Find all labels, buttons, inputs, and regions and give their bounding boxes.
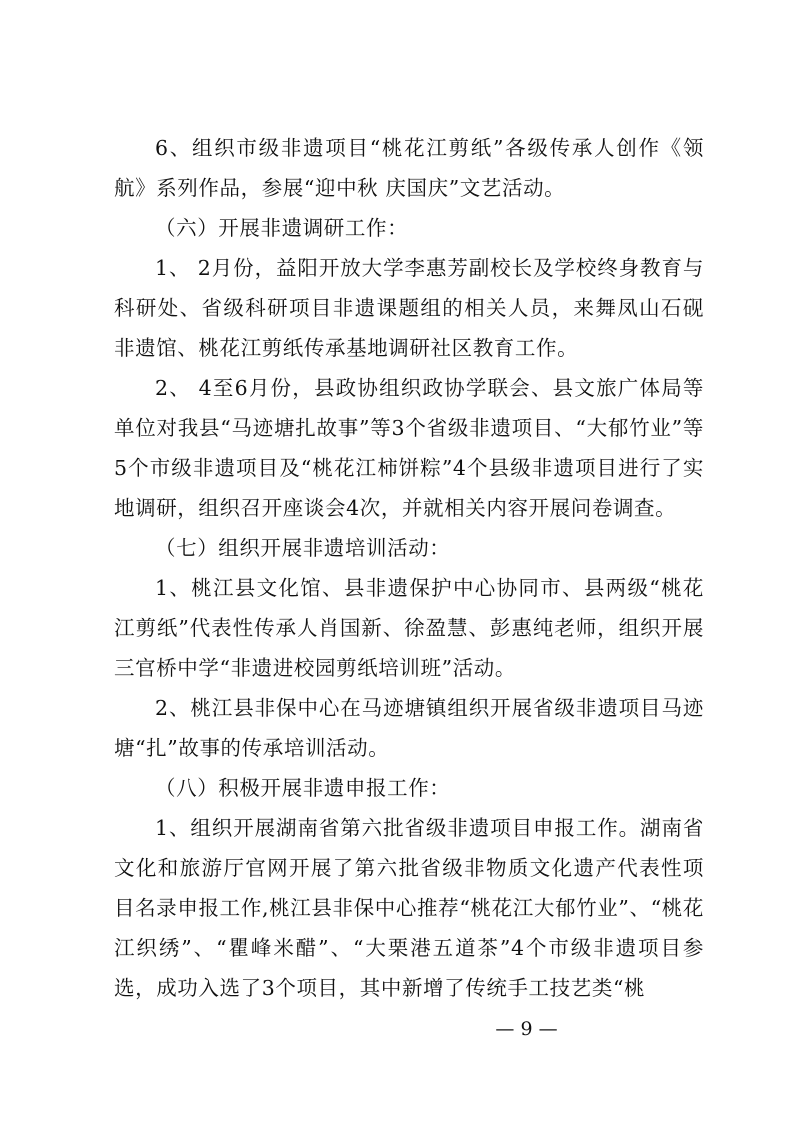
paragraph-research-1: 1、 2月份，益阳开放大学李惠芳副校长及学校终身教育与科研处、省级科研项目非遗课题组的相关人员，来舞凤山石砚非遗馆、桃花江剪纸传承基地调研社区教育工作。	[114, 256, 704, 360]
section-heading-eight: （八）积极开展非遗申报工作：	[155, 776, 451, 800]
paragraph-application-1: 1、组织开展湖南省第六批省级非遗项目申报工作。湖南省文化和旅游厅官网开展了第六批省级非物质文化遗产代表性项目名录申报工作,桃江县非保中心推荐“桃花江大郁竹业”、“桃花江织绣”、“瞿峰米醋”、“大栗港五道茶”4个市级非遗项目参选，成功入选了3个项目，其中新增了传统手工技艺类“桃	[114, 816, 704, 1000]
page-number: — 9 —	[495, 1018, 558, 1040]
paragraph-training-1: 1、桃江县文化馆、县非遗保护中心协同市、县两级“桃花江剪纸”代表性传承人肖国新、徐盈慧、彭惠纯老师，组织开展三官桥中学“非遗进校园剪纸培训班”活动。	[114, 576, 704, 680]
paragraph-training-2: 2、桃江县非保中心在马迹塘镇组织开展省级非遗项目马迹塘“扎”故事的传承培训活动。	[114, 696, 704, 760]
section-heading-six: （六）开展非遗调研工作：	[155, 216, 409, 240]
paragraph-research-2: 2、 4至6月份，县政协组织政协学联会、县文旅广体局等单位对我县“马迹塘扎故事”等3个省级非遗项目、“大郁竹业”等5个市级非遗项目及“桃花江柿饼粽”4个县级非遗项目进行了实地调研，组织召开座谈会4次，并就相关内容开展问卷调查。	[114, 376, 704, 520]
paragraph-item-6: 6、组织市级非遗项目“桃花江剪纸”各级传承人创作《领航》系列作品，参展“迎中秋 庆国庆”文艺活动。	[114, 136, 704, 200]
section-heading-seven: （七）组织开展非遗培训活动：	[155, 536, 451, 560]
